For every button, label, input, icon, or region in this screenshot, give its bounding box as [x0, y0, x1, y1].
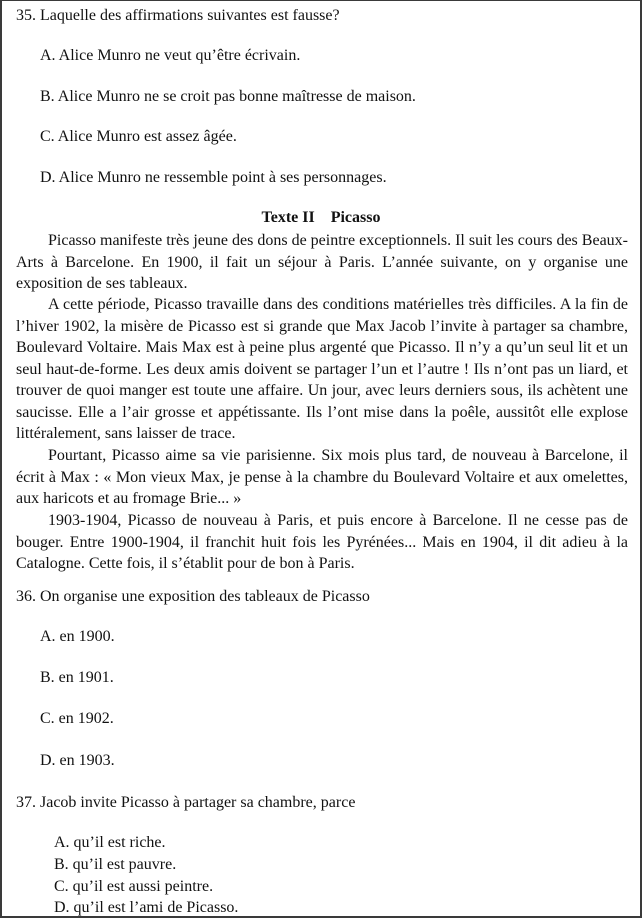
- question-37: 37. Jacob invite Picasso à partager sa chambre, parce: [16, 794, 356, 811]
- passage-paragraph-2: A cette période, Picasso travaille dans des conditions matérielles très difficiles. A la fin de l’hiver 1902, la misère de Picasso est si grande que Max Jacob l’invite à partager sa chambre, Boulevard Voltaire. Mais Max est à peine plus argenté que Picasso. Il n’y a qu’un seul lit et un seul haut-de-forme. Les deux amis doivent se partager l’un et l’autre ! Ils n’ont pas un liard, et trouver de quoi manger est toute une affaire. Un jour, avec leurs derniers sous, ils achètent une saucisse. Elle a l’air grosse et appétissante. Ils l’ont mise dans la poêle, aussitôt elle explose littéralement, sans laisser de trace.: [16, 296, 628, 442]
- q37-option-a: A. qu’il est riche.: [54, 834, 166, 851]
- q37-option-c: C. qu’il est aussi peintre.: [54, 878, 214, 895]
- q35-option-b: B. Alice Munro ne se croit pas bonne maîtresse de maison.: [40, 88, 416, 105]
- passage-paragraph-3: Pourtant, Picasso aime sa vie parisienne. Six mois plus tard, de nouveau à Barcelone, il écrit à Max : « Mon vieux Max, je pense à la chambre du Boulevard Voltaire et aux omelettes, aux haricots et au fromage Brie... »: [16, 447, 628, 507]
- q36-option-d: D. en 1903.: [40, 752, 115, 769]
- q37-option-b: B. qu’il est pauvre.: [54, 856, 177, 873]
- passage-paragraph-4: 1903-1904, Picasso de nouveau à Paris, et puis encore à Barcelone. Il ne cesse pas de bouger. Entre 1900-1904, il franchit huit fois les Pyrénées... Mais en 1904, il dit adieu à la Catalogne. Cette fois, il s’établit pour de bon à Paris.: [16, 512, 628, 572]
- q36-option-c: C. en 1902.: [40, 710, 114, 727]
- passage-paragraph-1: Picasso manifeste très jeune des dons de peintre exceptionnels. Il suit les cours des Beaux-Arts à Barcelone. En 1900, il fait un séjour à Paris. L’année suivante, on y organise une exposition de ses tableaux.: [16, 232, 628, 292]
- text-label: Texte II: [261, 209, 315, 226]
- text-title-name: Picasso: [330, 209, 381, 226]
- q35-option-a: A. Alice Munro ne veut qu’être écrivain.: [40, 47, 301, 64]
- q35-option-d: D. Alice Munro ne ressemble point à ses personnages.: [40, 169, 387, 186]
- q37-option-d: D. qu’il est l’ami de Picasso.: [54, 899, 239, 916]
- text-title: [2, 208, 640, 228]
- q36-option-b: B. en 1901.: [40, 669, 114, 686]
- q35-option-c: C. Alice Munro est assez âgée.: [40, 128, 237, 145]
- question-36: 36. On organise une exposition des tableaux de Picasso: [16, 588, 370, 605]
- q36-option-a: A. en 1900.: [40, 628, 115, 645]
- question-35: 35. Laquelle des affirmations suivantes est fausse?: [16, 7, 340, 24]
